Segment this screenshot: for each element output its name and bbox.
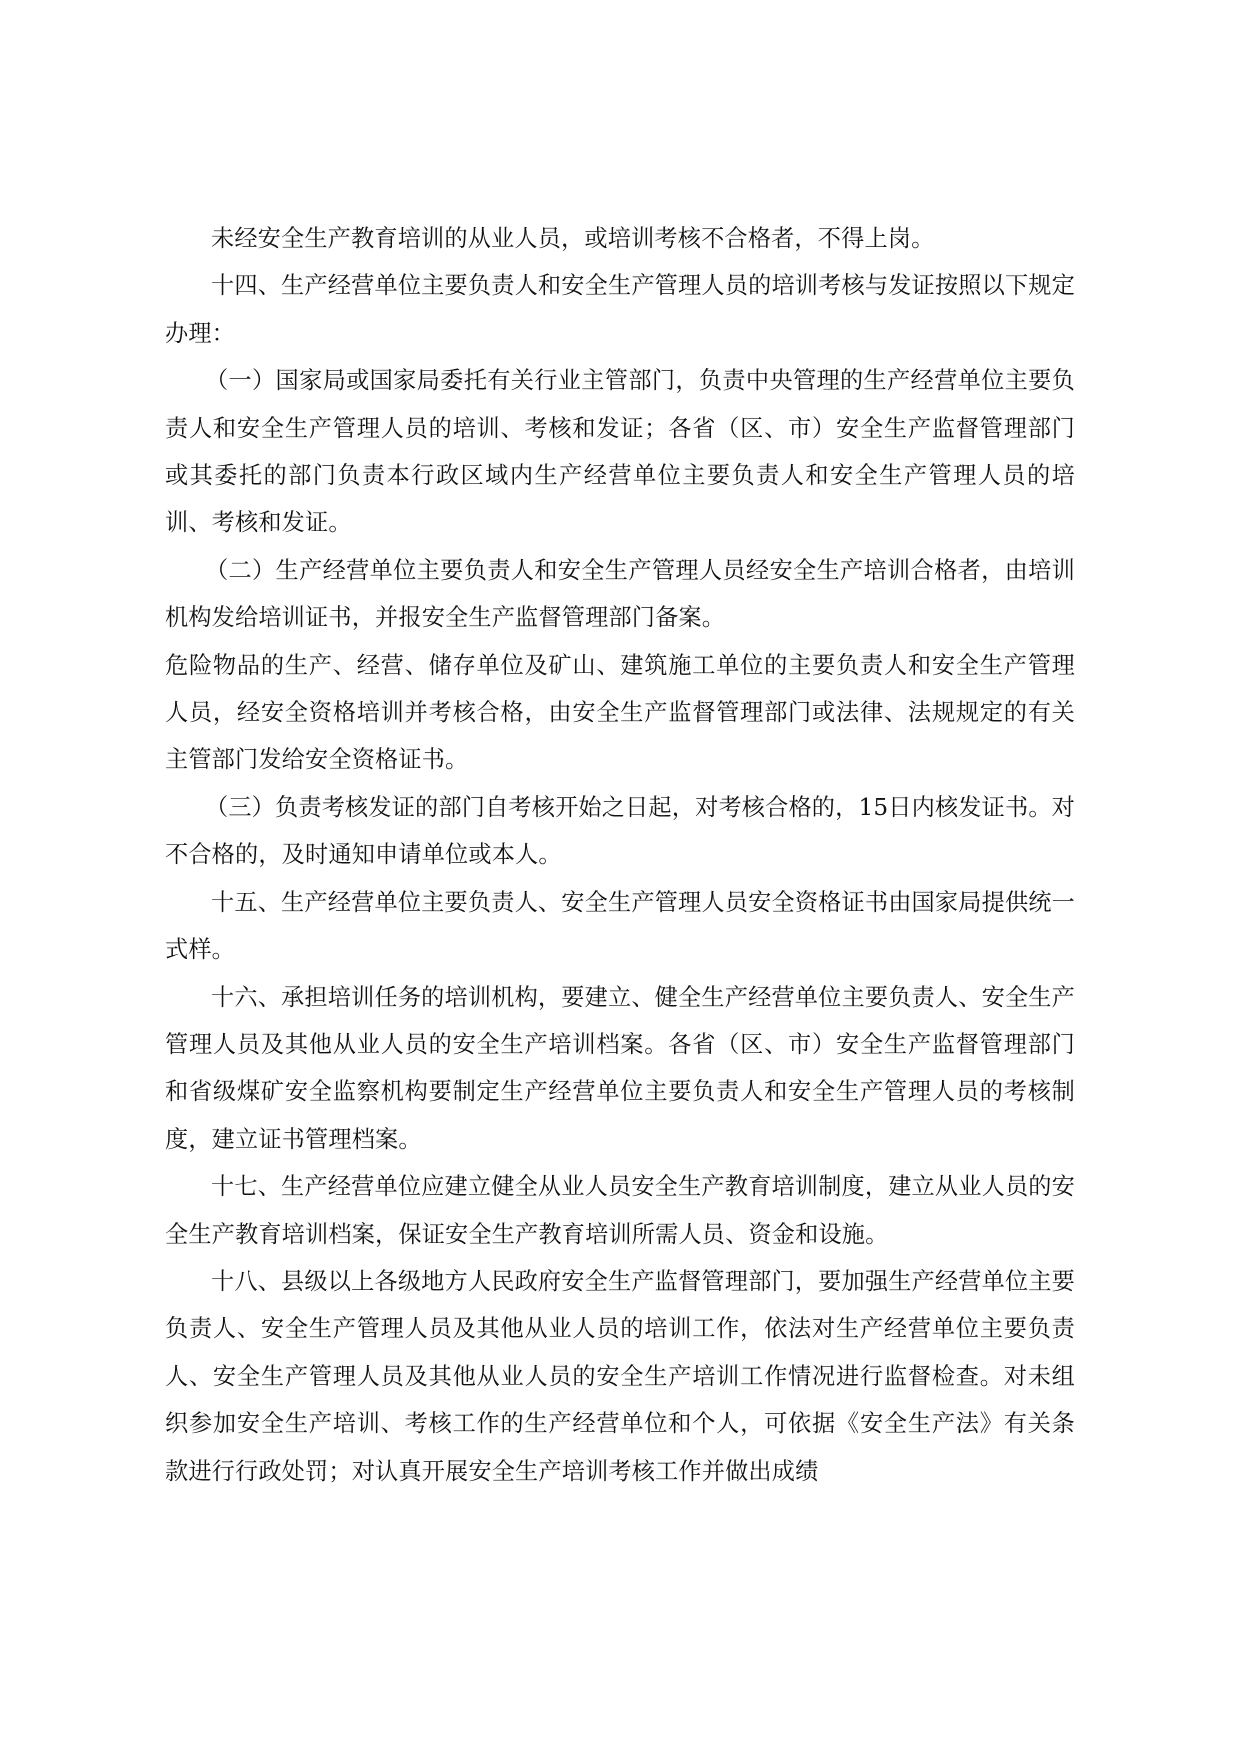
paragraph-article-17: 十七、生产经营单位应建立健全从业人员安全生产教育培训制度，建立从业人员的安全生产教育培训档案，保证安全生产教育培训所需人员、资金和设施。: [165, 1173, 1075, 1248]
paragraph-hazardous-units: 危险物品的生产、经营、储存单位及矿山、建筑施工单位的主要负责人和安全生产管理人员，经安全资格培训并考核合格，由安全生产监督管理部门或法律、法规规定的有关主管部门发给安全资格证书。: [165, 651, 1075, 774]
document-body: [165, 215, 1075, 1495]
paragraph-article-18: 十八、县级以上各级地方人民政府安全生产监督管理部门，要加强生产经营单位主要负责人、安全生产管理人员及其他从业人员的培训工作，依法对生产经营单位主要负责人、安全生产管理人员及其他从业人员的安全生产培训工作情况进行监督检查。对未组织参加安全生产培训、考核工作的生产经营单位和个人，可依据《安全生产法》有关条款进行行政处罚；对认真开展安全生产培训考核工作并做出成绩: [165, 1267, 1075, 1485]
paragraph-article-14: 十四、生产经营单位主要负责人和安全生产管理人员的培训考核与发证按照以下规定办理：: [165, 272, 1075, 347]
paragraph-article-16: 十六、承担培训任务的培训机构，要建立、健全生产经营单位主要负责人、安全生产管理人员及其他从业人员的安全生产培训档案。各省（区、市）安全生产监督管理部门和省级煤矿安全监察机构要制定生产经营单位主要负责人和安全生产管理人员的考核制度，建立证书管理档案。: [165, 983, 1075, 1153]
paragraph-article-14-item-2: （二）生产经营单位主要负责人和安全生产管理人员经安全生产培训合格者，由培训机构发给培训证书，并报安全生产监督管理部门备案。: [165, 556, 1075, 632]
paragraph-unqualified-personnel: 未经安全生产教育培训的从业人员，或培训考核不合格者，不得上岗。: [211, 225, 935, 252]
paragraph-article-15: 十五、生产经营单位主要负责人、安全生产管理人员安全资格证书由国家局提供统一式样。: [165, 888, 1075, 964]
paragraph-article-14-item-1: （一）国家局或国家局委托有关行业主管部门，负责中央管理的生产经营单位主要负责人和安全生产管理人员的培训、考核和发证；各省（区、市）安全生产监督管理部门或其委托的部门负责本行政区域内生产经营单位主要负责人和安全生产管理人员的培训、考核和发证。: [165, 367, 1075, 537]
paragraph-article-14-item-3: （三）负责考核发证的部门自考核开始之日起，对考核合格的，15日内核发证书。对不合格的，及时通知申请单位或本人。: [165, 793, 1075, 869]
